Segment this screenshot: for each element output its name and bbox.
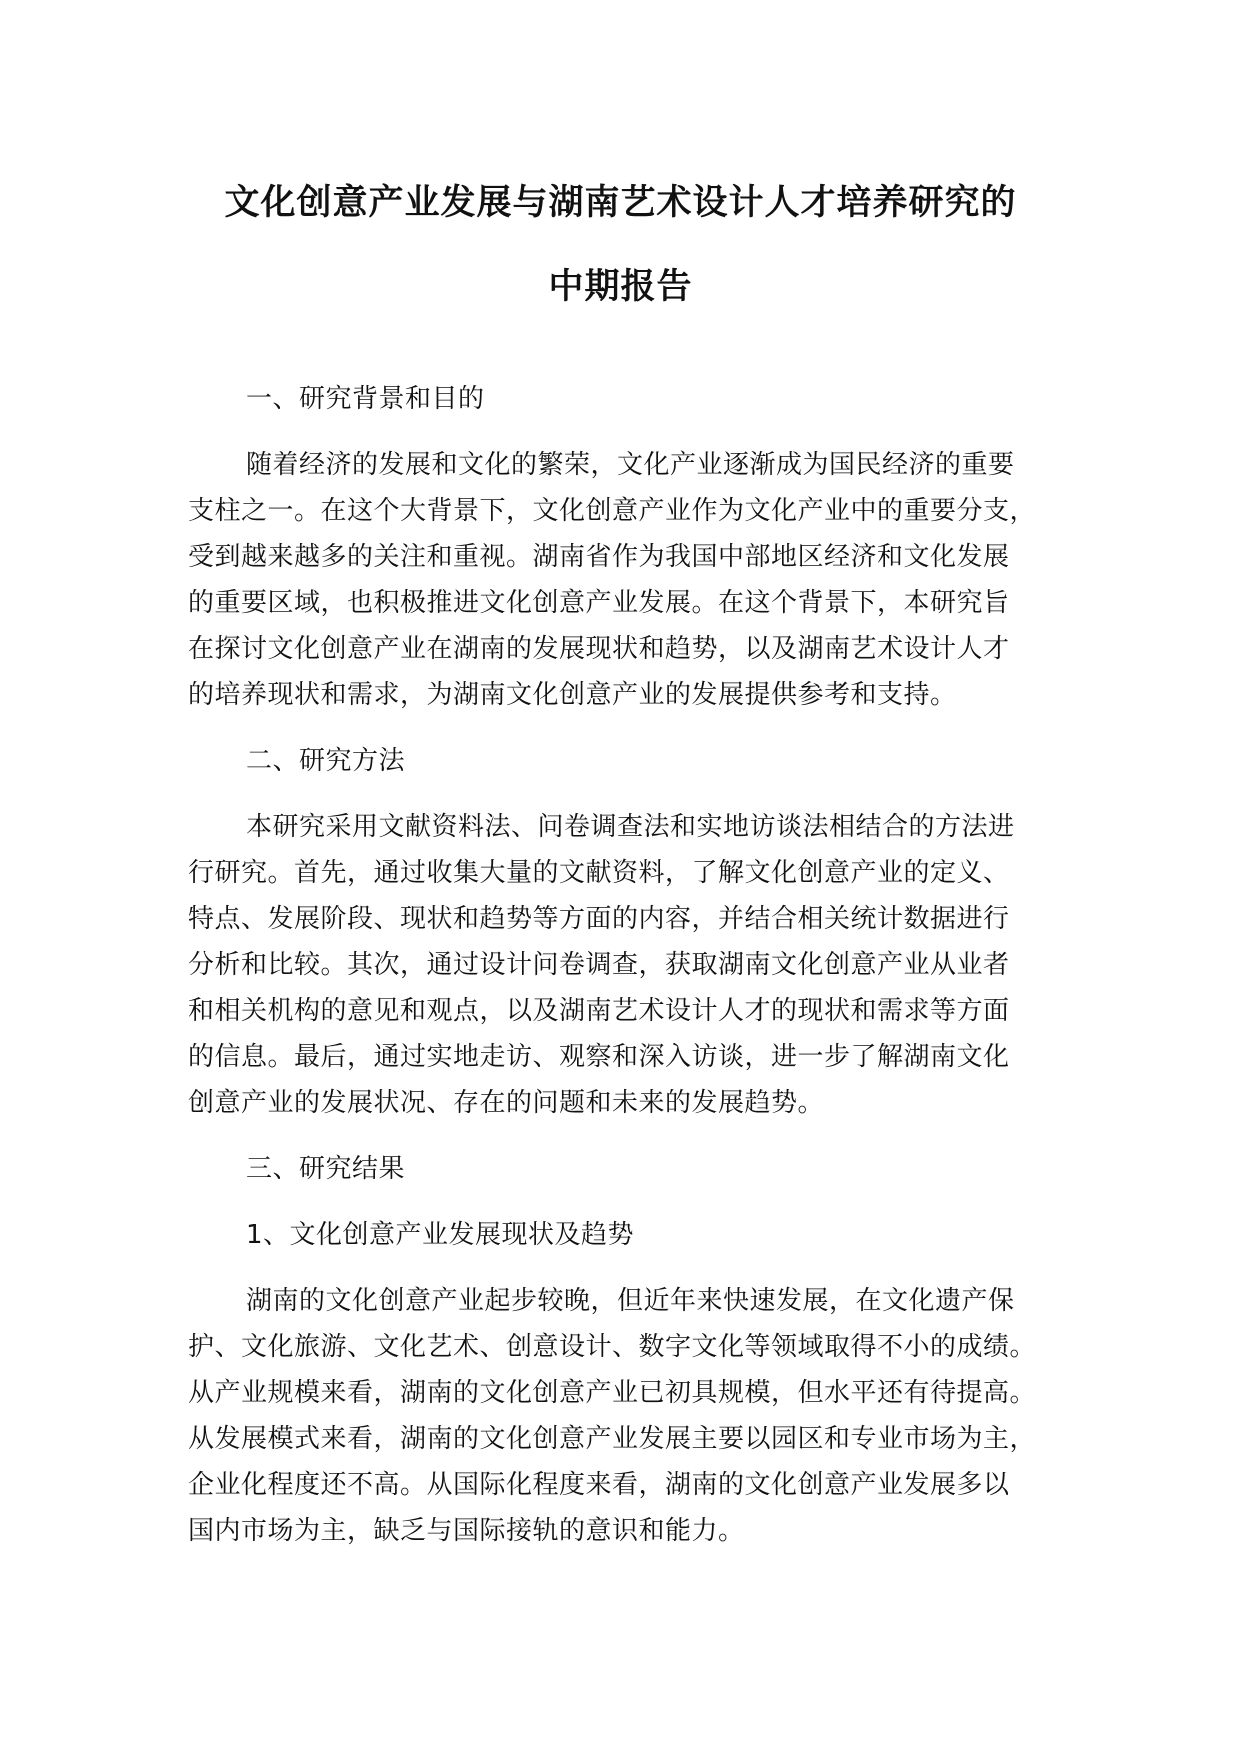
document-body (188, 379, 1078, 1577)
paragraph-line: 支柱之一。在这个大背景下，文化创意产业作为文化产业中的重要分支， (188, 496, 1037, 526)
paragraph-line: 在探讨文化创意产业在湖南的发展现状和趋势，以及湖南艺术设计人才 (188, 634, 1010, 664)
section-heading: 二、研究方法 (246, 746, 406, 776)
paragraph-line: 从产业规模来看，湖南的文化创意产业已初具规模，但水平还有待提高。 (188, 1378, 1037, 1408)
paragraph-line: 受到越来越多的关注和重视。湖南省作为我国中部地区经济和文化发展 (188, 542, 1010, 572)
paragraph-line: 的信息。最后，通过实地走访、观察和深入访谈，进一步了解湖南文化 (188, 1042, 1010, 1072)
paragraph-line: 本研究采用文献资料法、问卷调查法和实地访谈法相结合的方法进 (246, 812, 1015, 842)
paragraph-line: 随着经济的发展和文化的繁荣，文化产业逐渐成为国民经济的重要 (246, 450, 1015, 480)
section-heading: 一、研究背景和目的 (246, 384, 485, 414)
paragraph (188, 807, 1078, 1123)
paragraph-line: 创意产业的发展状况、存在的问题和未来的发展趋势。 (188, 1088, 825, 1118)
section-heading: 三、研究结果 (246, 1154, 406, 1184)
paragraph-line: 和相关机构的意见和观点，以及湖南艺术设计人才的现状和需求等方面 (188, 996, 1010, 1026)
paragraph-line: 的重要区域，也积极推进文化创意产业发展。在这个背景下，本研究旨 (188, 588, 1010, 618)
paragraph-line: 特点、发展阶段、现状和趋势等方面的内容，并结合相关统计数据进行 (188, 904, 1010, 934)
paragraph (188, 445, 1078, 715)
paragraph-line: 企业化程度还不高。从国际化程度来看，湖南的文化创意产业发展多以 (188, 1470, 1010, 1500)
subsection-heading: 1、文化创意产业发展现状及趋势 (246, 1220, 635, 1250)
paragraph-line: 分析和比较。其次，通过设计问卷调查，获取湖南文化创意产业从业者 (188, 950, 1010, 980)
paragraph-line: 国内市场为主，缺乏与国际接轨的意识和能力。 (188, 1516, 745, 1546)
paragraph-line: 从发展模式来看，湖南的文化创意产业发展主要以园区和专业市场为主， (188, 1424, 1037, 1454)
document-title-line-1: 文化创意产业发展与湖南艺术设计人才培养研究的 (224, 183, 1017, 223)
paragraph-line: 的培养现状和需求，为湖南文化创意产业的发展提供参考和支持。 (188, 680, 957, 710)
paragraph (188, 1281, 1078, 1551)
paragraph-line: 行研究。首先，通过收集大量的文献资料，了解文化创意产业的定义、 (188, 858, 1010, 888)
paragraph-line: 湖南的文化创意产业起步较晚，但近年来快速发展，在文化遗产保 (246, 1286, 1015, 1316)
document-title-line-2: 中期报告 (548, 267, 693, 307)
paragraph-line: 护、文化旅游、文化艺术、创意设计、数字文化等领域取得不小的成绩。 (188, 1332, 1037, 1362)
